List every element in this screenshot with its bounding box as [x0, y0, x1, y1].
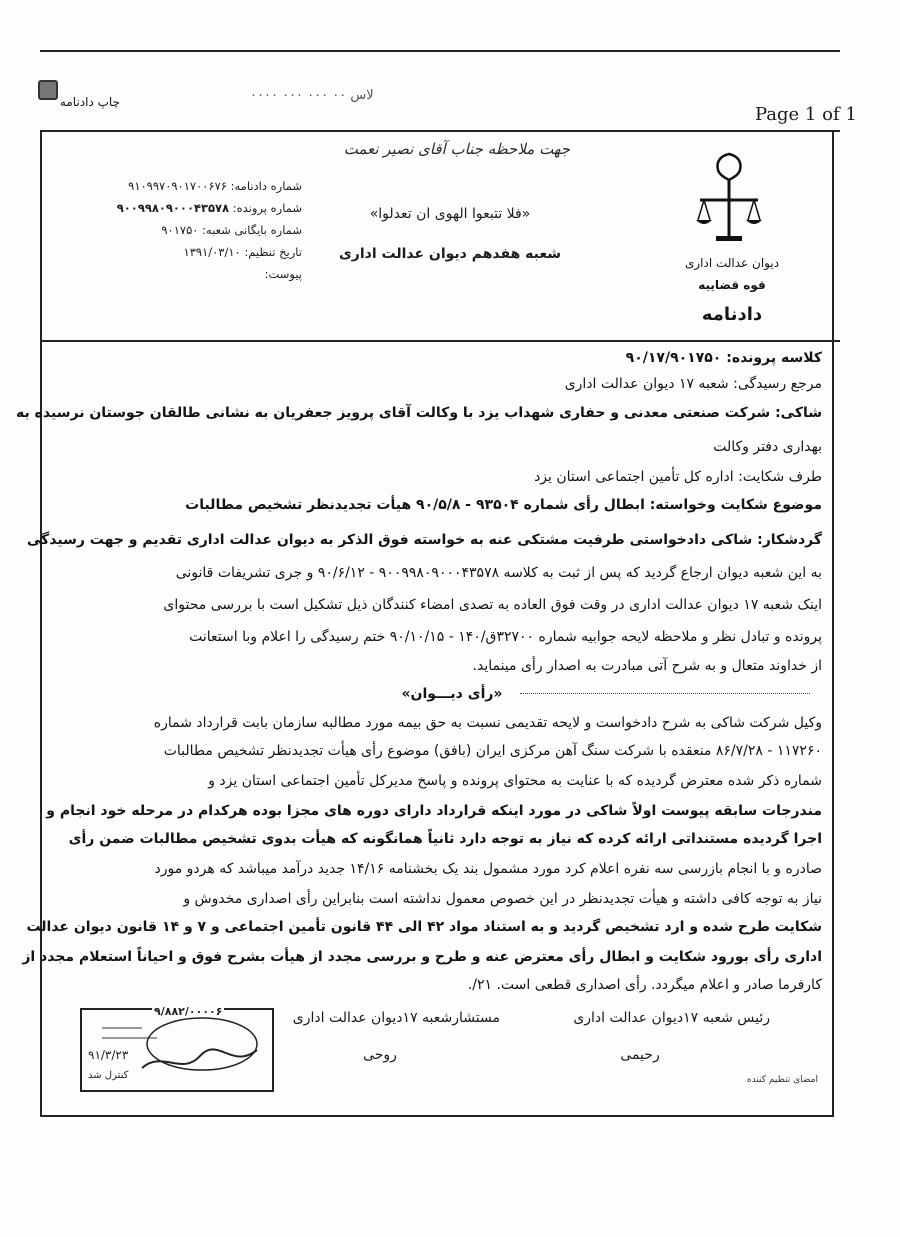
procedure-line-3: اینک شعبه ۱۷ دیوان عدالت اداری در وقت فوق العاده به تصدی امضاء کنندگان ذیل تشکیل است با بررسی محتوای [163, 597, 822, 613]
procedure-line-4: پرونده و تبادل نظر و ملاحظه لایحه جوابیه شماره ۳۲۷۰۰ق/۱۴۰ - ۹۰/۱۰/۱۵ ختم رسیدگی را اعلام وبا استعانت [189, 629, 822, 645]
case-class-line: کلاسه پرونده: ۹۰/۱۷/۹۰۱۷۵۰ [625, 350, 822, 366]
procedure-line-5: از خداوند متعال و به شرح آتی مبادرت به اصدار رأی مینماید. [472, 658, 822, 674]
date-label: تاریخ تنظیم: [244, 245, 302, 259]
head-signature-title: رئیس شعبه ۱۷دیوان عدالت اداری [573, 1010, 770, 1026]
subject-line: موضوع شکایت وخواسته: ابطال رأی شماره ۹۳۵۰۴ - ۹۰/۵/۸ هیأت تجدیدنظر تشخیص مطالبات [185, 497, 822, 513]
org-name-line1: دیوان عدالت اداری [684, 256, 780, 270]
scales-of-justice-icon [690, 148, 768, 248]
verdict-number-row [92, 175, 302, 197]
stamp-control: کنترل شد [88, 1070, 129, 1081]
archive-number: ۹۰۱۷۵۰ [161, 223, 199, 237]
judiciary-emblem [690, 148, 768, 248]
plaintiff-line: شاکی: شرکت صنعتی معدنی و حفاری شهداب یزد با وکالت آقای پرویز جعفریان به نشانی طالقان جوستان نرسیده به [16, 405, 822, 421]
advisor-signature-title: مستشارشعبه ۱۷دیوان عدالت اداری [292, 1010, 500, 1026]
case-number-label: شماره پرونده: [232, 201, 302, 215]
ruling-line-7: نیاز به توجه کافی داشته و هیأت تجدیدنظر در این خصوص معمول نداشته است بنابراین رأی اصداری مخدوش و [183, 891, 822, 907]
case-number-row [92, 197, 302, 219]
attachment-label: پیوست: [264, 267, 302, 281]
attachment-row [92, 263, 302, 285]
registry-stamp [80, 1005, 274, 1092]
case-number: ۹۰۰۹۹۸۰۹۰۰۰۴۳۵۷۸ [116, 201, 230, 215]
print-tag-label: چاپ دادنامه [59, 95, 120, 109]
print-icon [38, 80, 58, 100]
handwritten-note: جهت ملاحظه جناب آقای نصیر نعمت [343, 140, 570, 158]
ruling-line-4: مندرجات سابقه پیوست اولاً شاکی در مورد اینکه قرارداد دارای دوره های مجزا بوده هرکدام در مرحله خود انجام و [46, 803, 822, 819]
procedure-line-1: گردشکار: شاکی دادخواستی طرفیت مشتکی عنه به خواسته فوق الذکر به دیوان عدالت اداری تقدیم و جهت رسیدگی [26, 532, 822, 548]
verdict-number-label: شماره دادنامه: [230, 179, 302, 193]
plaintiff-line-cont: بهداری دفتر وکالت [713, 439, 822, 455]
fax-header-line: لاس ۰۰ ۰۰۰ ۰۰۰ ۰۰۰۰ [250, 88, 374, 103]
quran-verse: «فلا تتبعوا الهوی ان تعدلوا» [369, 206, 531, 222]
stamp-date: ۹۱/۳/۲۳ [88, 1048, 129, 1062]
ruling-line-9: اداری رأی بورود شکایت و ابطال رأی معترض عنه و طرح و بررسی مجدد از هیأت بشرح فوق و احیاناً استعلام مجدد از [22, 949, 822, 965]
defendant-line: طرف شکایت: اداره کل تأمین اجتماعی استان یزد [534, 469, 822, 485]
archive-number-row [92, 219, 302, 241]
ruling-line-3: شماره ذکر شده معترض گردیده که با عنایت به محتوای پرونده و پاسخ مدیرکل تأمین اجتماعی استان یزد و [208, 773, 822, 789]
advisor-signature-name: روحی [363, 1047, 397, 1063]
ruling-heading: «رأی دیـــوان» [401, 686, 503, 702]
frame-bottom-line [40, 1115, 834, 1117]
top-scan-line [40, 50, 840, 52]
branch-title: شعبه هفدهم دیوان عدالت اداری [338, 246, 562, 262]
frame-right-line [832, 132, 834, 1117]
header-bottom-rule [40, 340, 840, 342]
page-label: Page 1 of 1 [755, 104, 857, 125]
stamp-scribble-icon [82, 1010, 272, 1090]
date-row [92, 241, 302, 263]
date-value: ۱۳۹۱/۰۳/۱۰ [183, 245, 241, 259]
authority-line: مرجع رسیدگی: شعبه ۱۷ دیوان عدالت اداری [564, 376, 822, 392]
ruling-line-2: ۱۱۷۲۶۰ - ۸۶/۷/۲۸ منعقده با شرکت سنگ آهن مرکزی ایران (بافق) موضوع رأی هیأت تجدیدنظر تشخیص مطالبات [163, 743, 822, 759]
head-signature-name: رحیمی [620, 1047, 660, 1063]
stamp-number: ۹/۸۸۲/۰۰۰۰۶ [154, 1005, 223, 1018]
archive-number-label: شماره بایگانی شعبه: [202, 223, 302, 237]
document-title: دادنامه [701, 304, 763, 325]
verdict-number: ۹۱۰۹۹۷۰۹۰۱۷۰۰۶۷۶ [128, 179, 227, 193]
print-tag [20, 95, 120, 109]
org-name-line2: قوه قضاییه [698, 278, 766, 292]
ruling-line-5: اجرا گردیده مستنداتی ارائه کرده که نیاز به توجه دارد ثانیاً همانگونه که هیأت بدوی تشخیص مطالبات ضمن رأی [68, 831, 822, 847]
frame-left-line [40, 132, 42, 1117]
header-top-rule [40, 130, 840, 132]
procedure-line-2: به این شعبه دیوان ارجاع گردید که پس از ثبت به کلاسه ۹۰۰۹۹۸۰۹۰۰۰۴۳۵۷۸ - ۹۰/۶/۱۲ و جری تشریفات قانونی [175, 565, 822, 581]
case-metadata [92, 175, 302, 285]
ruling-line-6: صادره و با انجام بازرسی سه نفره اعلام کرد مورد مشمول بند یک بخشنامه ۱۴/۱۶ جدید درآمد میباشد که هردو مورد [154, 861, 822, 877]
ruling-line-8: شکایت طرح شده و ارد تشخیص گردید و به استناد مواد ۴۲ الی ۴۴ قانون تأمین اجتماعی و ۷ و ۱۴ قانون دیوان عدالت [26, 919, 822, 935]
ruling-line-10: کارفرما صادر و اعلام میگردد. رأی اصداری قطعی است. ۲۱/. [467, 977, 822, 993]
drafter-signature-label: امضای تنظیم کننده [746, 1075, 818, 1085]
ruling-line-1: وکیل شرکت شاکی به شرح دادخواست و لایحه تقدیمی نسبت به حق بیمه مورد مطالبه سازمان بابت قرارداد شماره [153, 715, 822, 731]
